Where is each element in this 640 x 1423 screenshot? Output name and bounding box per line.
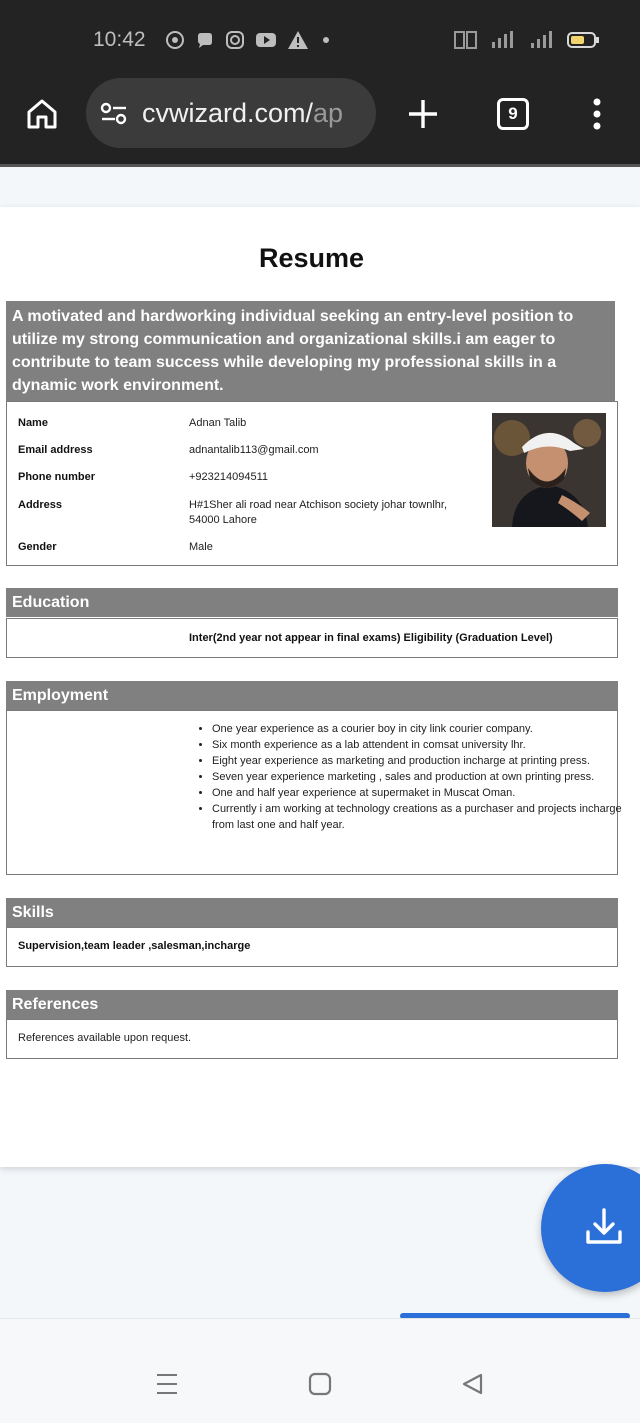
education-entry: Inter(2nd year not appear in final exams) Eligibility (Graduation Level) xyxy=(189,632,553,644)
site-settings-icon[interactable] xyxy=(100,102,128,126)
instagram-icon xyxy=(225,30,245,50)
recent-apps-icon[interactable] xyxy=(154,1371,180,1397)
gender-label: Gender xyxy=(18,541,57,553)
system-icons xyxy=(454,30,600,50)
education-heading: Education xyxy=(6,588,618,617)
whatsapp-icon xyxy=(165,30,185,50)
home-nav-icon[interactable] xyxy=(307,1371,333,1397)
phone-label: Phone number xyxy=(18,471,96,483)
address-label: Address xyxy=(18,499,63,511)
browser-toolbar xyxy=(0,78,640,164)
gender-value: Male xyxy=(189,541,213,553)
volte-icon xyxy=(454,30,478,50)
notification-icons xyxy=(165,30,333,50)
chat-heart-icon xyxy=(195,30,215,50)
email-label: Email address xyxy=(18,444,93,456)
download-button[interactable] xyxy=(541,1164,640,1292)
phone-value: +923214094511 xyxy=(189,471,269,483)
back-icon[interactable] xyxy=(460,1371,486,1397)
status-time: 10:42 xyxy=(93,28,146,51)
download-icon xyxy=(583,1206,625,1248)
summary-banner: A motivated and hardworking individual seeking an entry-level position to utilize my strong communication and organizational skills.i am eager to contribute to team success while developing my professional skills in a dynamic work environment. xyxy=(6,301,615,402)
more-options-icon[interactable] xyxy=(588,96,606,132)
warning-icon xyxy=(287,30,309,50)
references-text: References available upon request. xyxy=(18,1032,192,1044)
url-path: ap xyxy=(313,98,344,128)
employment-list xyxy=(195,721,622,833)
list-item: • Six month experience as a lab attendent in comsat university lhr. xyxy=(212,737,622,753)
url-text xyxy=(142,98,343,129)
tab-switcher-button[interactable]: 9 xyxy=(497,98,529,130)
list-item: • One year experience as a courier boy in city link courier company. xyxy=(212,721,622,737)
skills-box xyxy=(6,927,618,967)
resume-title: Resume xyxy=(258,243,365,273)
skills-text: Supervision,team leader ,salesman,incharge xyxy=(18,940,251,952)
address-value: H#1Sher ali road near Atchison society johar townlhr, 54000 Lahore xyxy=(189,499,448,526)
new-tab-icon[interactable] xyxy=(406,97,440,131)
list-item: • Eight year experience as marketing and production incharge at printing press. xyxy=(212,753,622,769)
profile-photo xyxy=(492,413,606,527)
url-domain: cvwizard.com/ xyxy=(142,98,314,128)
address-bar[interactable] xyxy=(86,78,376,148)
email-value: adnantalib113@gmail.com xyxy=(189,444,319,456)
signal-icon xyxy=(528,30,556,50)
references-heading: References xyxy=(6,990,618,1019)
status-bar xyxy=(0,0,640,78)
battery-icon xyxy=(566,30,600,50)
employment-box xyxy=(6,710,622,875)
page-top-band xyxy=(0,167,640,207)
home-icon[interactable] xyxy=(24,96,60,132)
skills-heading: Skills xyxy=(6,898,618,927)
resume-document xyxy=(0,207,640,1167)
system-navigation-bar xyxy=(0,1318,640,1423)
employment-heading: Employment xyxy=(6,681,618,710)
4g-signal-icon xyxy=(488,30,518,50)
references-box xyxy=(6,1019,618,1059)
name-value: Adnan Talib xyxy=(189,417,247,429)
personal-info-box xyxy=(6,401,618,566)
list-item: • Seven year experience marketing , sales and production at own printing press. xyxy=(212,769,622,785)
more-notifications-dot-icon xyxy=(319,33,333,47)
youtube-icon xyxy=(255,31,277,49)
name-label: Name xyxy=(18,417,48,429)
education-box xyxy=(6,618,618,658)
list-item: • Currently i am working at technology creations as a purchaser and projects incharge from last one and half year. xyxy=(212,801,622,833)
list-item: • One and half year experience at supermaket in Muscat Oman. xyxy=(212,785,622,801)
